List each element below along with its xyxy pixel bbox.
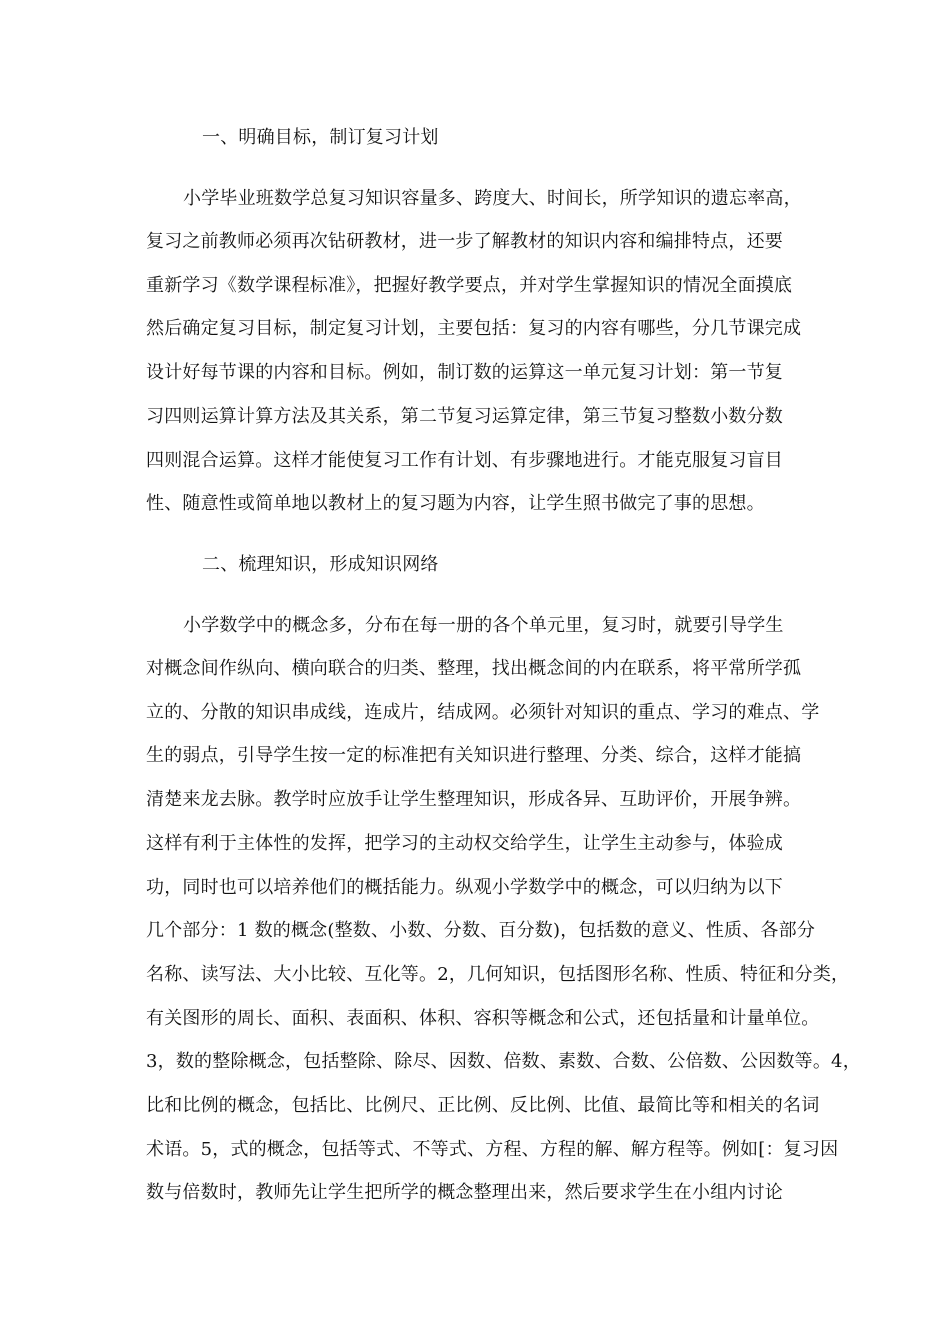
- paragraph-line: 数与倍数时，教师先让学生把所学的概念整理出来，然后要求学生在小组内讨论: [146, 1182, 783, 1203]
- paragraph-line: 功，同时也可以培养他们的概括能力。纵观小学数学中的概念，可以归纳为以下: [146, 877, 783, 898]
- paragraph-line: 几个部分：1 数的概念(整数、小数、分数、百分数)，包括数的意义、性质、各部分: [146, 920, 816, 941]
- paragraph-line: 习四则运算计算方法及其关系，第二节复习运算定律，第三节复习整数小数分数: [146, 406, 783, 427]
- paragraph-line: 四则混合运算。这样才能使复习工作有计划、有步骤地进行。才能克服复习盲目: [146, 450, 783, 471]
- section-heading-1: 一、明确目标，制订复习计划: [202, 127, 439, 148]
- paragraph-line: 3，数的整除概念，包括整除、除尽、因数、倍数、素数、合数、公倍数、公因数等。4，: [146, 1051, 861, 1072]
- paragraph-line: 复习之前教师必须再次钻研教材，进一步了解教材的知识内容和编排特点，还要: [146, 231, 783, 252]
- paragraph-line: 性、随意性或简单地以教材上的复习题为内容，让学生照书做完了事的思想。: [146, 493, 765, 514]
- paragraph-line: 小学毕业班数学总复习知识容量多、跨度大、时间长，所学知识的遗忘率高，: [183, 188, 802, 209]
- paragraph-line: 清楚来龙去脉。教学时应放手让学生整理知识，形成各异、互助评价，开展争辨。: [146, 789, 802, 810]
- paragraph-line: 术语。5，式的概念，包括等式、不等式、方程、方程的解、解方程等。例如[：复习因: [146, 1139, 839, 1160]
- paragraph-line: 对概念间作纵向、横向联合的归类、整理，找出概念间的内在联系，将平常所学孤: [146, 658, 802, 679]
- paragraph-line: 重新学习《数学课程标准》，把握好教学要点，并对学生掌握知识的情况全面摸底: [146, 275, 793, 296]
- paragraph-line: 比和比例的概念，包括比、比例尺、正比例、反比例、比值、最简比等和相关的名词: [146, 1095, 820, 1116]
- paragraph-line: 小学数学中的概念多，分布在每一册的各个单元里，复习时，就要引导学生: [183, 615, 784, 636]
- paragraph-line: 然后确定复习目标，制定复习计划，主要包括：复习的内容有哪些，分几节课完成: [146, 318, 802, 339]
- paragraph-line: 生的弱点，引导学生按一定的标准把有关知识进行整理、分类、综合，这样才能搞: [146, 745, 802, 766]
- paragraph-line: 设计好每节课的内容和目标。例如，制订数的运算这一单元复习计划：第一节复: [146, 362, 783, 383]
- paragraph-line: 这样有利于主体性的发挥，把学习的主动权交给学生，让学生主动参与，体验成: [146, 833, 783, 854]
- paragraph-line: 名称、读写法、大小比较、互化等。2，几何知识，包括图形名称、性质、特征和分类，: [146, 964, 850, 985]
- paragraph-line: 有关图形的周长、面积、表面积、体积、容积等概念和公式，还包括量和计量单位。: [146, 1008, 820, 1029]
- paragraph-line: 立的、分散的知识串成线，连成片，结成网。必须针对知识的重点、学习的难点、学: [146, 702, 820, 723]
- section-heading-2: 二、梳理知识，形成知识网络: [202, 554, 439, 575]
